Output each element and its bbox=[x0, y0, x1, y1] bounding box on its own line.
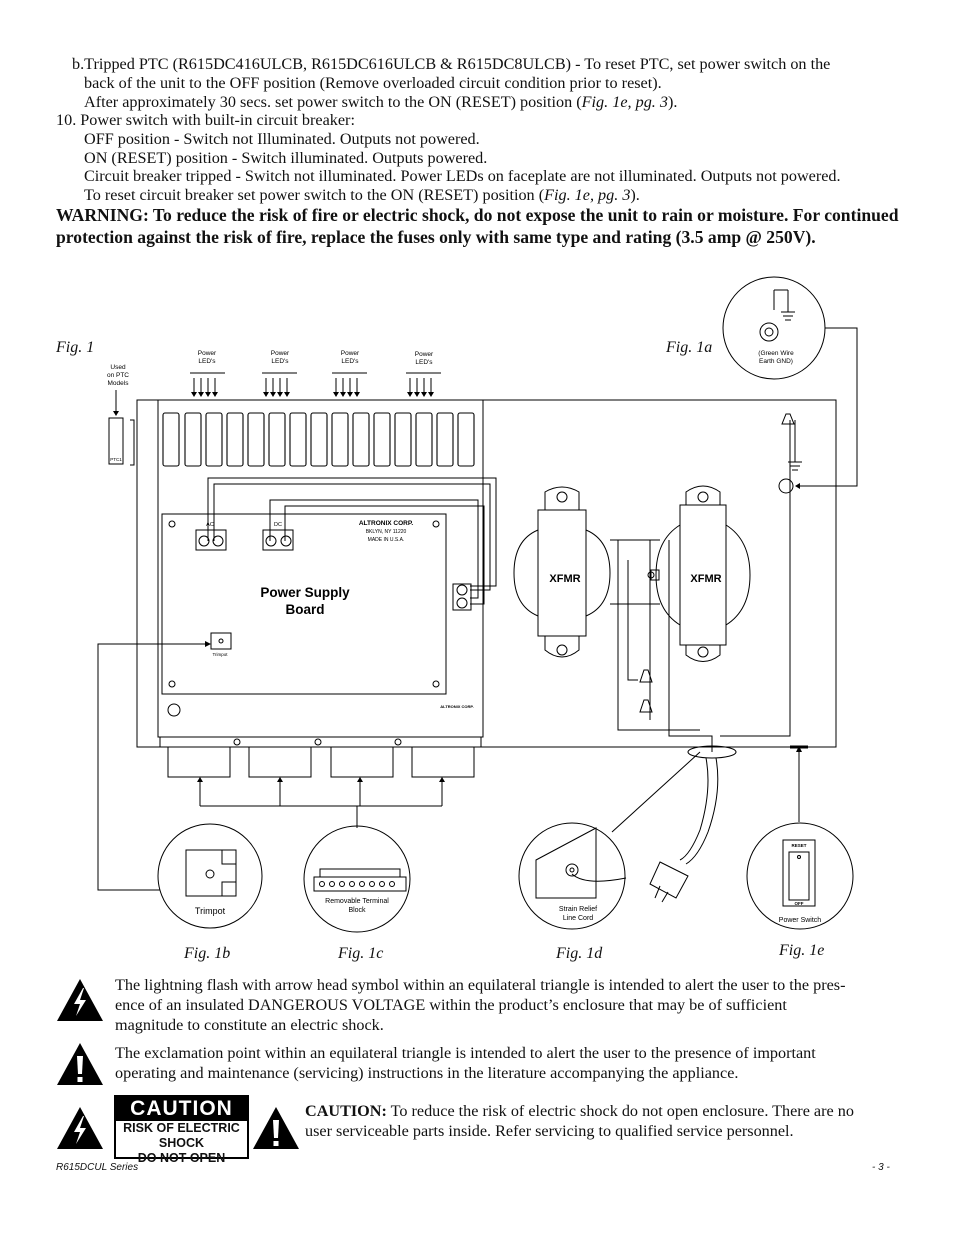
svg-text:Line Cord: Line Cord bbox=[562, 915, 594, 922]
exclamation-triangle-icon bbox=[252, 1106, 300, 1150]
lightning-triangle-icon bbox=[56, 1106, 104, 1150]
fig1c-circle bbox=[304, 826, 410, 932]
caution-label: CAUTION RISK OF ELECTRIC SHOCK DO NOT OPEN bbox=[114, 1095, 249, 1159]
lightning-triangle-icon bbox=[56, 978, 104, 1022]
svg-text:Trimpot: Trimpot bbox=[212, 652, 228, 657]
fig1-label: Fig. 1 bbox=[56, 339, 95, 356]
fig1d-label: Fig. 1d bbox=[556, 945, 603, 962]
led-arrows bbox=[190, 373, 441, 394]
fig1e-circle bbox=[747, 823, 853, 929]
item-b-line1: b.Tripped PTC (R615DC416ULCB, R615DC616ULCB & R615DC8ULCB) - To reset PTC, set power switch on the bbox=[72, 55, 831, 73]
svg-text:DC: DC bbox=[274, 522, 282, 528]
exclamation-triangle-icon bbox=[56, 1042, 104, 1086]
footer-series: R615DCUL Series bbox=[56, 1162, 139, 1173]
fig1b-label: Fig. 1b bbox=[184, 945, 231, 962]
svg-text:ALTRONIX CORP.: ALTRONIX CORP. bbox=[440, 704, 474, 709]
strain-relief-label: Strain Relief bbox=[558, 906, 598, 913]
exclamation-description: The exclamation point within an equilateral triangle is intended to alert the user to the presence of important operating and maintenance (servicing) instructions in the literature accompanying the appliance. bbox=[115, 1044, 816, 1082]
svg-text:RESET: RESET bbox=[791, 843, 807, 848]
removable-terminal-label: Removable Terminal bbox=[325, 898, 389, 905]
fig-reference: Fig. 1e, pg. 3 bbox=[544, 186, 631, 204]
fig1c-label: Fig. 1c bbox=[338, 945, 384, 962]
used-on-ptc-label: Used bbox=[110, 364, 126, 371]
svg-text:MADE IN U.S.A.: MADE IN U.S.A. bbox=[367, 537, 405, 543]
warning-text: WARNING: To reduce the risk of fire or electric shock, do not expose the unit to rain or moisture. For continued protection against the risk of fire, replace the fuses only with same type and rating (3.5 amp @ 250V). bbox=[56, 205, 899, 247]
svg-text:Block: Block bbox=[348, 907, 366, 914]
fig-reference: Fig. 1e, pg. 3 bbox=[581, 93, 668, 111]
fig1e-label: Fig. 1e bbox=[779, 942, 825, 959]
svg-text:LED's: LED's bbox=[198, 358, 216, 365]
caution-description: CAUTION: To reduce the risk of electric shock do not open enclosure. There are no user serviceable parts inside. Refer servicing to qualified service personnel. bbox=[305, 1102, 854, 1140]
page-number: - 3 - bbox=[872, 1162, 890, 1173]
xfmr-2-label: XFMR bbox=[690, 573, 722, 585]
fig1a-label: Fig. 1a bbox=[666, 339, 713, 356]
svg-text:LED's: LED's bbox=[271, 358, 289, 365]
enclosure bbox=[137, 400, 836, 747]
item-10-on: ON (RESET) position - Switch illuminated. Outputs powered. bbox=[84, 149, 488, 167]
item-10-tripped: Circuit breaker tripped - Switch not illuminated. Power LEDs on faceplate are not illuminated. Outputs not powered. bbox=[84, 167, 841, 185]
board-label: Power Supply bbox=[260, 585, 350, 600]
trimpot-label: Trimpot bbox=[194, 906, 226, 916]
svg-text:BKLYN, NY 11220: BKLYN, NY 11220 bbox=[365, 529, 407, 535]
svg-text:LED's: LED's bbox=[415, 359, 433, 366]
fuse-row bbox=[163, 413, 474, 466]
power-leds-label: Power bbox=[197, 350, 217, 357]
svg-text:AC: AC bbox=[206, 522, 214, 528]
svg-text:Earth GND): Earth GND) bbox=[759, 358, 793, 365]
svg-text:LED's: LED's bbox=[341, 358, 359, 365]
svg-text:Board: Board bbox=[285, 602, 325, 617]
green-wire-label: (Green Wire bbox=[758, 350, 794, 357]
item-10-off: OFF position - Switch not Illuminated. Outputs not powered. bbox=[84, 130, 480, 148]
svg-text:Power: Power bbox=[270, 350, 290, 357]
svg-text:on PTC: on PTC bbox=[106, 372, 130, 379]
svg-text:OFF: OFF bbox=[794, 901, 804, 906]
item-b-line3: After approximately 30 secs. set power switch to the ON (RESET) position (Fig. 1e, pg. 3). bbox=[84, 93, 678, 111]
item-10-heading: 10. Power switch with built-in circuit breaker: bbox=[56, 111, 355, 129]
item-10-reset: To reset circuit breaker set power switch to the ON (RESET) position (Fig. 1e, pg. 3). bbox=[84, 186, 640, 204]
lightning-description: The lightning flash with arrow head symbol within an equilateral triangle is intended to alert the user to the pres- ence of an insulated DANGEROUS VOLTAGE within the product’s enclosure that may be of sufficient magnitude to constitute an electric shock. bbox=[115, 976, 846, 1034]
svg-text:Power: Power bbox=[414, 351, 434, 358]
power-switch-label: Power Switch bbox=[778, 917, 822, 924]
altronix-label: ALTRONIX CORP. bbox=[358, 520, 414, 527]
xfmr-1-label: XFMR bbox=[549, 573, 581, 585]
svg-text:Power: Power bbox=[340, 350, 360, 357]
svg-text:PTC1: PTC1 bbox=[110, 457, 122, 462]
svg-text:Models: Models bbox=[107, 380, 129, 387]
item-b-line2: back of the unit to the OFF position (Remove overloaded circuit condition prior to reset). bbox=[84, 74, 662, 92]
